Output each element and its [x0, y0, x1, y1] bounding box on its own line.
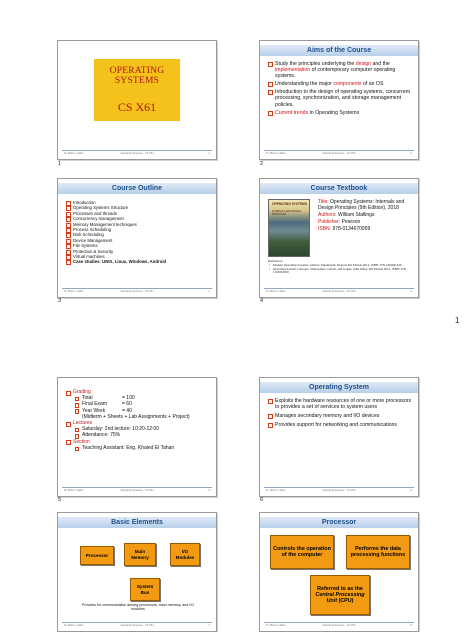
slide-1 [57, 40, 217, 160]
system-bus-box: System Bus [130, 578, 160, 601]
slide-number-label: 5 [58, 497, 62, 503]
slide-5 [57, 377, 217, 497]
book-cover-title: OPERATING SYSTEMS [272, 202, 307, 206]
bullet-icon [268, 399, 273, 404]
footer-slide-number: 5 [208, 489, 210, 492]
main-memory-box: Main Memory [124, 543, 156, 566]
footer-slide-number: 4 [410, 290, 412, 293]
slide-footer [264, 623, 414, 629]
footer-course: Operating Systems - CS X61 [120, 290, 154, 293]
footer-slide-number: 8 [410, 624, 412, 627]
page-number: 1 [455, 316, 460, 325]
reference-item: • Operating System Concepts, Silberschatz, Galvin, and Gagne, John Wiley, 9th Edition 2012, ISBN: 978-1118063330 [268, 268, 412, 276]
list-item: Process Scheduling [66, 227, 210, 232]
slide-title: Operating System [260, 382, 418, 393]
bullet-icon [268, 82, 273, 87]
footer-slide-number: 3 [208, 290, 210, 293]
list-item: Understanding the major components of an OS [268, 81, 412, 87]
slide-3 [57, 178, 217, 298]
slide-number-label: 4 [260, 298, 264, 304]
list-item: Exploits the hardware resources of one or more processors to provides a set of services to system users [268, 398, 412, 410]
textbook-info [318, 199, 414, 233]
slide-2 [259, 40, 419, 160]
references-heading: References: [268, 259, 284, 263]
slide-title: Basic Elements [58, 517, 216, 528]
lecture-time: Saturday: 2nd lecture: 10:20-12:00 [66, 426, 212, 432]
footer-author: Dr. Mohm. Hafez [64, 290, 84, 293]
footer-course: Operating Systems - CS X61 [120, 152, 154, 155]
slide-number-label: 1 [58, 161, 62, 167]
footer-author: Dr. Mohm. Hafez [266, 624, 286, 627]
footer-author: Dr. Mohm. Hafez [64, 624, 84, 627]
bullet-icon [268, 111, 273, 116]
footer-slide-number: 1 [208, 152, 210, 155]
slide-title: Course Textbook [260, 183, 418, 194]
footer-course: Operating Systems - CS X61 [322, 152, 356, 155]
footer-author: Dr. Mohm. Hafez [266, 290, 286, 293]
data-processing-box: Performs the data processing functions [346, 535, 410, 569]
course-code: CS X61 [117, 100, 157, 114]
list-item: Processes and threads [66, 211, 210, 216]
aims-list [268, 61, 412, 118]
footer-slide-number: 2 [410, 152, 412, 155]
list-item: File Systems [66, 243, 210, 248]
list-item: Introduction to the design of operating systems, concurrent processing, synchronization, and storage management policies. [268, 89, 412, 107]
slide-footer [264, 289, 414, 295]
book-isbn-line: ISBN: 978-0134670959 [318, 226, 371, 232]
footer-course: Operating Systems - CS X61 [120, 489, 154, 492]
slide-footer [62, 289, 212, 295]
list-item: Current trends in Operating Systems [268, 110, 412, 116]
book-authors-line: Authors: William Stallings [318, 212, 375, 218]
attendance: Attendance: 75% [66, 432, 212, 438]
footer-author: Dr. Mohm. Hafez [64, 152, 84, 155]
slide-footer [62, 151, 212, 157]
book-cover-image [268, 199, 310, 257]
slide-title: Course Outline [58, 183, 216, 194]
slide-title: Aims of the Course [260, 45, 418, 56]
list-item: Protection & Security [66, 249, 210, 254]
list-item: Case studies: UNIX, Linux, Windows, Android [66, 259, 210, 264]
outline-list [66, 200, 210, 265]
slide-6 [259, 377, 419, 497]
teaching-assistant: Teaching Assistant: Eng. Khaled El Tahan [66, 445, 212, 451]
bullet-icon [268, 423, 273, 428]
book-publisher-line: Publisher: Pearson [318, 219, 361, 225]
course-title: OPERATING SYSTEMS [109, 66, 165, 86]
slide-footer [264, 151, 414, 157]
slide-footer [62, 623, 212, 629]
footer-author: Dr. Mohm. Hafez [64, 489, 84, 492]
grade-final-exam: Final Exam = 60 [66, 401, 212, 407]
list-item: Manages secondary memory and I/O devices [268, 413, 412, 419]
book-cover-subtitle: INTERNALS AND DESIGN PRINCIPLES [272, 210, 301, 216]
bullet-icon [66, 260, 71, 265]
slide-footer [62, 488, 212, 494]
list-item: Device Management [66, 238, 210, 243]
list-item: Virtual machines [66, 254, 210, 259]
book-title-line: Title: Operating Systems: Internals and Design Principles (9th Edition), 2018 [318, 199, 405, 211]
processor-box: Processor [80, 546, 114, 565]
title-box [94, 59, 180, 121]
footer-course: Operating Systems - CS X61 [322, 624, 356, 627]
list-item: Study the principles underlying the design and the implementation of contemporary computer operating systems. [268, 61, 412, 79]
bullet-icon [268, 414, 273, 419]
list-item: Memory Management techniques [66, 222, 210, 227]
section-heading: Section [66, 439, 212, 445]
list-item: Disk Scheduling [66, 232, 210, 237]
year-work-note: (Midterm + Sheets + Lab Assignments + Project) [82, 413, 190, 420]
os-list [268, 398, 412, 431]
slide-number-label: 3 [58, 298, 62, 304]
footer-slide-number: 7 [208, 624, 210, 627]
list-item: Operating Systems Structure [66, 205, 210, 210]
grade-total: Total = 100 [66, 395, 212, 401]
controls-operation-box: Controls the operation of the computer [270, 535, 334, 569]
slide-4 [259, 178, 419, 298]
bullet-icon [268, 62, 273, 67]
footer-author: Dr. Mohm. Hafez [266, 152, 286, 155]
bullet-icon [268, 90, 273, 95]
reference-item: • Modern Operating Systems, Andrew Tanenbaum, Pearson 4th Edition 2014, ISBN: 978-1292061429 [268, 264, 412, 268]
footer-slide-number: 6 [410, 489, 412, 492]
cpu-box: Referred to as the Central Processing Unit (CPU) [310, 575, 370, 615]
system-bus-caption: Provides for communication among processors, main memory, and I/O modules [81, 603, 195, 612]
io-modules-box: I/O Modules [170, 543, 200, 566]
footer-course: Operating Systems - CS X61 [322, 290, 356, 293]
grading-content [66, 389, 212, 451]
slide-7 [57, 512, 217, 632]
footer-course: Operating Systems - CS X61 [322, 489, 356, 492]
slide-footer [264, 488, 414, 494]
lectures-heading: Lectures [66, 420, 212, 426]
list-item: Provides support for networking and communications [268, 422, 412, 428]
slide-8 [259, 512, 419, 632]
grading-heading: Grading [66, 389, 212, 395]
grade-year-work: Year Work = 40 [66, 408, 212, 414]
slide-number-label: 6 [260, 497, 264, 503]
slide-number-label: 2 [260, 161, 264, 167]
footer-course: Operating Systems - CS X61 [120, 624, 154, 627]
slide-title: Processor [260, 517, 418, 528]
references [268, 260, 412, 275]
footer-author: Dr. Mohm. Hafez [266, 489, 286, 492]
list-item: Concurrency management [66, 216, 210, 221]
list-item: Introduction [66, 200, 210, 205]
